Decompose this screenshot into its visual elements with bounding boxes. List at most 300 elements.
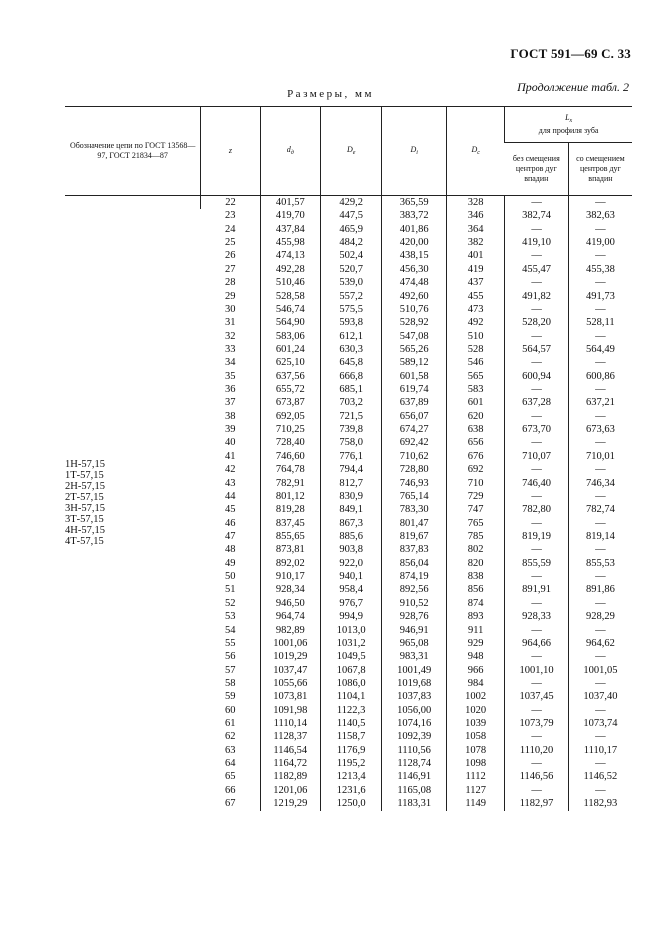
cell-dd: 1182,89 — [260, 770, 320, 783]
cell-dd: 819,28 — [260, 503, 320, 516]
cell-de: 429,2 — [320, 196, 381, 210]
cell-di: 510,76 — [382, 303, 447, 316]
cell-dd: 1073,81 — [260, 690, 320, 703]
cell-lx-with: 1182,93 — [568, 797, 632, 810]
cell-dd: 1001,06 — [260, 637, 320, 650]
cell-de: 685,1 — [320, 383, 381, 396]
cell-di: 783,30 — [382, 503, 447, 516]
cell-dd: 873,81 — [260, 543, 320, 556]
cell-lx-without: 710,07 — [505, 450, 569, 463]
cell-di: 1165,08 — [382, 784, 447, 797]
header-lx: $L_x$ для профиля зуба — [505, 107, 632, 143]
cell-dd: 837,45 — [260, 517, 320, 530]
cell-lx-with: 1001,05 — [568, 664, 632, 677]
cell-di: 746,93 — [382, 477, 447, 490]
cell-de: 612,1 — [320, 330, 381, 343]
cell-lx-with: — — [568, 223, 632, 236]
cell-z: 57 — [224, 664, 236, 676]
cell-lx-without: — — [505, 383, 569, 396]
cell-lx-without: 564,57 — [505, 343, 569, 356]
header-di: $D_i$ — [382, 107, 447, 196]
cell-di: 1037,83 — [382, 690, 447, 703]
cell-lx-with: 419,00 — [568, 236, 632, 249]
cell-dc: 856 — [447, 583, 505, 596]
cell-dc: 328 — [447, 196, 505, 210]
cell-lx-without: — — [505, 196, 569, 210]
cell-z: 59 — [224, 691, 236, 703]
cell-dc: 1098 — [447, 757, 505, 770]
cell-lx-with: 746,34 — [568, 477, 632, 490]
header-dd: $d_д$ — [260, 107, 320, 196]
cell-dd: 437,84 — [260, 223, 320, 236]
cell-de: 958,4 — [320, 583, 381, 596]
cell-z: 26 — [224, 250, 236, 262]
cell-dc: 747 — [447, 503, 505, 516]
cell-de: 484,2 — [320, 236, 381, 249]
cell-lx-without: — — [505, 730, 569, 743]
cell-de: 502,4 — [320, 249, 381, 262]
cell-lx-without: — — [505, 410, 569, 423]
cell-di: 619,74 — [382, 383, 447, 396]
cell-de: 976,7 — [320, 597, 381, 610]
cell-dc: 601 — [447, 396, 505, 409]
cell-dd: 1219,29 — [260, 797, 320, 810]
cell-di: 692,42 — [382, 436, 447, 449]
cell-di: 928,76 — [382, 610, 447, 623]
cell-lx-with: — — [568, 356, 632, 369]
cell-de: 1122,3 — [320, 704, 381, 717]
cell-lx-without: — — [505, 570, 569, 583]
cell-di: 856,04 — [382, 557, 447, 570]
dimensions-table — [65, 106, 632, 811]
cell-dc: 583 — [447, 383, 505, 396]
cell-de: 465,9 — [320, 223, 381, 236]
cell-di: 547,08 — [382, 330, 447, 343]
cell-dc: 893 — [447, 610, 505, 623]
cell-dc: 785 — [447, 530, 505, 543]
cell-dd: 982,89 — [260, 624, 320, 637]
cell-dd: 1201,06 — [260, 784, 320, 797]
cell-lx-without: 1037,45 — [505, 690, 569, 703]
header-de: $D_е$ — [320, 107, 381, 196]
cell-z: 45 — [224, 504, 236, 516]
cell-dd: 625,10 — [260, 356, 320, 369]
cell-dc: 565 — [447, 370, 505, 383]
cell-de: 940,1 — [320, 570, 381, 583]
cell-di: 710,62 — [382, 450, 447, 463]
header-dc: $D_c$ — [447, 107, 505, 196]
cell-lx-with: — — [568, 543, 632, 556]
cell-di: 589,12 — [382, 356, 447, 369]
cell-lx-with: 1110,17 — [568, 744, 632, 757]
cell-di: 1019,68 — [382, 677, 447, 690]
cell-lx-with: 1073,74 — [568, 717, 632, 730]
cell-z: 41 — [224, 450, 236, 462]
cell-lx-without: — — [505, 784, 569, 797]
cell-lx-with: — — [568, 436, 632, 449]
cell-dc: 656 — [447, 436, 505, 449]
cell-dc: 1149 — [447, 797, 505, 810]
cell-dc: 455 — [447, 290, 505, 303]
cell-di: 438,15 — [382, 249, 447, 262]
cell-lx-without: 891,91 — [505, 583, 569, 596]
cell-lx-without: — — [505, 624, 569, 637]
cell-de: 830,9 — [320, 490, 381, 503]
cell-dd: 474,13 — [260, 249, 320, 262]
cell-lx-without: — — [505, 517, 569, 530]
cell-de: 922,0 — [320, 557, 381, 570]
cell-lx-with: 710,01 — [568, 450, 632, 463]
cell-z: 49 — [224, 557, 236, 569]
cell-dd: 637,56 — [260, 370, 320, 383]
cell-dd: 1164,72 — [260, 757, 320, 770]
cell-de: 1031,2 — [320, 637, 381, 650]
cell-de: 1013,0 — [320, 624, 381, 637]
cell-lx-without: 1110,20 — [505, 744, 569, 757]
cell-z: 28 — [224, 277, 236, 289]
cell-z: 40 — [224, 437, 236, 449]
cell-de: 645,8 — [320, 356, 381, 369]
cell-z: 61 — [224, 718, 236, 730]
cell-di: 1001,49 — [382, 664, 447, 677]
cell-dd: 1055,66 — [260, 677, 320, 690]
cell-z: 44 — [224, 490, 236, 502]
cell-de: 1231,6 — [320, 784, 381, 797]
cell-z: 63 — [224, 744, 236, 756]
cell-dc: 929 — [447, 637, 505, 650]
cell-lx-without: — — [505, 704, 569, 717]
cell-z: 32 — [224, 330, 236, 342]
cell-dc: 984 — [447, 677, 505, 690]
cell-z: 56 — [224, 651, 236, 663]
cell-dc: 401 — [447, 249, 505, 262]
cell-lx-without: 819,19 — [505, 530, 569, 543]
cell-lx-without: 746,40 — [505, 477, 569, 490]
cell-dc: 382 — [447, 236, 505, 249]
cell-z: 55 — [224, 637, 236, 649]
cell-de: 794,4 — [320, 463, 381, 476]
cell-de: 812,7 — [320, 477, 381, 490]
cell-di: 1146,91 — [382, 770, 447, 783]
cell-lx-with: 928,29 — [568, 610, 632, 623]
cell-lx-with: 819,14 — [568, 530, 632, 543]
header-z: z — [201, 107, 260, 196]
cell-dc: 492 — [447, 316, 505, 329]
cell-z: 36 — [224, 384, 236, 396]
cell-de: 593,8 — [320, 316, 381, 329]
cell-de: 1176,9 — [320, 744, 381, 757]
cell-z: 67 — [224, 798, 236, 810]
dimensions-caption: Размеры, мм — [287, 88, 374, 100]
cell-dc: 638 — [447, 423, 505, 436]
cell-dd: 801,12 — [260, 490, 320, 503]
cell-dc: 1002 — [447, 690, 505, 703]
cell-lx-without: 455,47 — [505, 263, 569, 276]
chain-designation: 2Т-57,15 — [65, 492, 104, 504]
cell-lx-without: 782,80 — [505, 503, 569, 516]
cell-lx-with: 564,49 — [568, 343, 632, 356]
cell-z: 64 — [224, 758, 236, 770]
cell-dd: 1037,47 — [260, 664, 320, 677]
cell-lx-without: 419,10 — [505, 236, 569, 249]
cell-dd: 492,28 — [260, 263, 320, 276]
cell-lx-with: — — [568, 276, 632, 289]
cell-di: 1074,16 — [382, 717, 447, 730]
cell-de: 739,8 — [320, 423, 381, 436]
cell-z: 62 — [224, 731, 236, 743]
cell-lx-with: — — [568, 624, 632, 637]
cell-lx-with: — — [568, 330, 632, 343]
cell-de: 903,8 — [320, 543, 381, 556]
header-lx-with-offset: со смещением центров дуг впадин — [568, 143, 632, 196]
cell-lx-without: 491,82 — [505, 290, 569, 303]
cell-lx-without: 600,94 — [505, 370, 569, 383]
cell-z: 47 — [224, 530, 236, 542]
cell-z: 29 — [224, 290, 236, 302]
cell-di: 874,19 — [382, 570, 447, 583]
cell-di: 565,26 — [382, 343, 447, 356]
cell-dd: 728,40 — [260, 436, 320, 449]
cell-z: 27 — [224, 263, 236, 275]
cell-di: 365,59 — [382, 196, 447, 210]
cell-z: 38 — [224, 410, 236, 422]
cell-dc: 1058 — [447, 730, 505, 743]
cell-dc: 676 — [447, 450, 505, 463]
cell-z: 43 — [224, 477, 236, 489]
cell-di: 420,00 — [382, 236, 447, 249]
cell-di: 1056,00 — [382, 704, 447, 717]
cell-dc: 437 — [447, 276, 505, 289]
cell-dd: 528,58 — [260, 290, 320, 303]
cell-lx-without: — — [505, 463, 569, 476]
cell-z: 66 — [224, 784, 236, 796]
cell-lx-with: 1037,40 — [568, 690, 632, 703]
cell-z: 22 — [201, 196, 260, 210]
cell-di: 1092,39 — [382, 730, 447, 743]
cell-lx-without: — — [505, 356, 569, 369]
cell-lx-with: 455,38 — [568, 263, 632, 276]
cell-de: 1158,7 — [320, 730, 381, 743]
cell-dc: 710 — [447, 477, 505, 490]
cell-de: 1049,5 — [320, 650, 381, 663]
cell-z: 42 — [224, 464, 236, 476]
cell-dc: 1127 — [447, 784, 505, 797]
cell-di: 837,83 — [382, 543, 447, 556]
cell-z: 34 — [224, 357, 236, 369]
cell-dd: 655,72 — [260, 383, 320, 396]
cell-lx-without: — — [505, 490, 569, 503]
cell-dc: 838 — [447, 570, 505, 583]
cell-di: 492,60 — [382, 290, 447, 303]
cell-dd: 1019,29 — [260, 650, 320, 663]
cell-dc: 1020 — [447, 704, 505, 717]
cell-z: 52 — [224, 597, 236, 609]
cell-lx-with: 528,11 — [568, 316, 632, 329]
cell-de: 1104,1 — [320, 690, 381, 703]
cell-dd: 401,57 — [260, 196, 320, 210]
cell-di: 1128,74 — [382, 757, 447, 770]
cell-dc: 546 — [447, 356, 505, 369]
cell-dd: 455,98 — [260, 236, 320, 249]
cell-dd: 510,46 — [260, 276, 320, 289]
cell-lx-without: 637,28 — [505, 396, 569, 409]
cell-de: 630,3 — [320, 343, 381, 356]
cell-dc: 765 — [447, 517, 505, 530]
cell-dd: 546,74 — [260, 303, 320, 316]
page-header: ГОСТ 591—69 С. 33 — [510, 46, 631, 61]
cell-de: 994,9 — [320, 610, 381, 623]
cell-lx-with: — — [568, 730, 632, 743]
cell-lx-with: 637,21 — [568, 396, 632, 409]
cell-di: 910,52 — [382, 597, 447, 610]
cell-de: 1067,8 — [320, 664, 381, 677]
chain-designation: 1Н-57,15 — [65, 459, 105, 471]
cell-dd: 946,50 — [260, 597, 320, 610]
cell-lx-with: — — [568, 303, 632, 316]
cell-lx-with: 673,63 — [568, 423, 632, 436]
cell-lx-without: — — [505, 249, 569, 262]
cell-lx-without: 528,20 — [505, 316, 569, 329]
chain-designation: 4Т-57,15 — [65, 536, 104, 548]
chain-designation: 2Н-57,15 — [65, 481, 105, 493]
cell-z: 30 — [224, 303, 236, 315]
cell-de: 447,5 — [320, 209, 381, 222]
cell-dd: 928,34 — [260, 583, 320, 596]
cell-de: 1213,4 — [320, 770, 381, 783]
cell-de: 1086,0 — [320, 677, 381, 690]
cell-lx-without: — — [505, 650, 569, 663]
cell-lx-without: — — [505, 303, 569, 316]
cell-z: 39 — [224, 424, 236, 436]
cell-dc: 729 — [447, 490, 505, 503]
cell-z: 48 — [224, 544, 236, 556]
cell-dc: 1078 — [447, 744, 505, 757]
cell-di: 1183,31 — [382, 797, 447, 810]
cell-lx-without: — — [505, 543, 569, 556]
cell-lx-without: 1073,79 — [505, 717, 569, 730]
cell-dd: 964,74 — [260, 610, 320, 623]
cell-dc: 948 — [447, 650, 505, 663]
cell-dd: 710,25 — [260, 423, 320, 436]
cell-di: 892,56 — [382, 583, 447, 596]
cell-de: 1195,2 — [320, 757, 381, 770]
cell-lx-with: 782,74 — [568, 503, 632, 516]
cell-z: 65 — [224, 771, 236, 783]
cell-di: 528,92 — [382, 316, 447, 329]
cell-de: 1140,5 — [320, 717, 381, 730]
cell-de: 776,1 — [320, 450, 381, 463]
cell-de: 666,8 — [320, 370, 381, 383]
cell-lx-with: — — [568, 677, 632, 690]
chain-designation: 3Т-57,15 — [65, 514, 104, 526]
cell-z: 53 — [224, 611, 236, 623]
cell-di: 656,07 — [382, 410, 447, 423]
cell-dd: 583,06 — [260, 330, 320, 343]
cell-z: 25 — [224, 237, 236, 249]
cell-di: 474,48 — [382, 276, 447, 289]
cell-lx-without: 1146,56 — [505, 770, 569, 783]
cell-lx-without: 1001,10 — [505, 664, 569, 677]
cell-lx-with: — — [568, 570, 632, 583]
cell-di: 819,67 — [382, 530, 447, 543]
cell-di: 801,47 — [382, 517, 447, 530]
cell-de: 575,5 — [320, 303, 381, 316]
cell-de: 867,3 — [320, 517, 381, 530]
cell-di: 637,89 — [382, 396, 447, 409]
cell-de: 721,5 — [320, 410, 381, 423]
table-body — [65, 196, 632, 811]
cell-de: 539,0 — [320, 276, 381, 289]
cell-lx-without: 382,74 — [505, 209, 569, 222]
cell-lx-without: 855,59 — [505, 557, 569, 570]
cell-z: 46 — [224, 517, 236, 529]
cell-di: 965,08 — [382, 637, 447, 650]
cell-dc: 1112 — [447, 770, 505, 783]
cell-dd: 692,05 — [260, 410, 320, 423]
cell-lx-with: — — [568, 517, 632, 530]
cell-lx-with: — — [568, 383, 632, 396]
cell-dd: 764,78 — [260, 463, 320, 476]
cell-lx-without: — — [505, 436, 569, 449]
cell-dc: 473 — [447, 303, 505, 316]
cell-lx-with: — — [568, 784, 632, 797]
cell-lx-with: 964,62 — [568, 637, 632, 650]
cell-dd: 564,90 — [260, 316, 320, 329]
cell-lx-with: — — [568, 704, 632, 717]
cell-di: 1110,56 — [382, 744, 447, 757]
cell-lx-without: — — [505, 276, 569, 289]
cell-de: 557,2 — [320, 290, 381, 303]
cell-de: 703,2 — [320, 396, 381, 409]
cell-lx-with: 855,53 — [568, 557, 632, 570]
cell-de: 1250,0 — [320, 797, 381, 810]
cell-dc: 692 — [447, 463, 505, 476]
cell-lx-with: — — [568, 490, 632, 503]
cell-dd: 1146,54 — [260, 744, 320, 757]
cell-lx-with: 491,73 — [568, 290, 632, 303]
cell-lx-without: — — [505, 223, 569, 236]
cell-dc: 510 — [447, 330, 505, 343]
cell-di: 401,86 — [382, 223, 447, 236]
cell-lx-without: — — [505, 757, 569, 770]
cell-de: 520,7 — [320, 263, 381, 276]
cell-dc: 911 — [447, 624, 505, 637]
cell-lx-without: 673,70 — [505, 423, 569, 436]
cell-dd: 892,02 — [260, 557, 320, 570]
cell-dd: 782,91 — [260, 477, 320, 490]
cell-dd: 746,60 — [260, 450, 320, 463]
cell-z: 60 — [224, 704, 236, 716]
cell-lx-with: — — [568, 757, 632, 770]
cell-z: 37 — [224, 397, 236, 409]
cell-z: 33 — [224, 343, 236, 355]
cell-dc: 966 — [447, 664, 505, 677]
cell-dc: 364 — [447, 223, 505, 236]
cell-dc: 528 — [447, 343, 505, 356]
cell-dc: 620 — [447, 410, 505, 423]
cell-z: 51 — [224, 584, 236, 596]
cell-z: 58 — [224, 677, 236, 689]
cell-lx-without: 928,33 — [505, 610, 569, 623]
cell-de: 885,6 — [320, 530, 381, 543]
cell-lx-without: — — [505, 330, 569, 343]
cell-di: 601,58 — [382, 370, 447, 383]
cell-dc: 1039 — [447, 717, 505, 730]
table-continuation-note: Продолжение табл. 2 — [517, 80, 629, 94]
cell-de: 758,0 — [320, 436, 381, 449]
cell-lx-with: 600,86 — [568, 370, 632, 383]
cell-dc: 346 — [447, 209, 505, 222]
